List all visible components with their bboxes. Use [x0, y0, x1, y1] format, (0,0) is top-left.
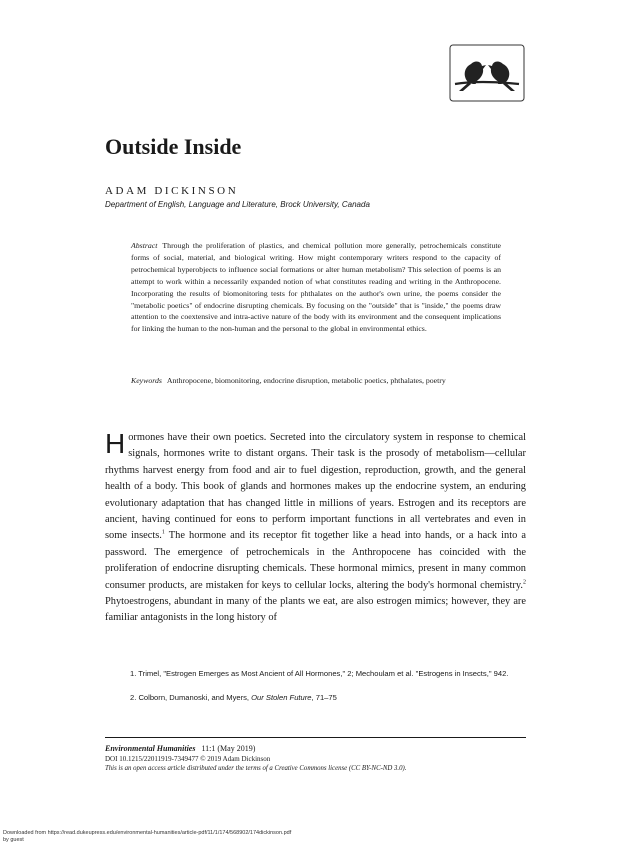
- two-birds-on-branch-icon: [449, 44, 525, 102]
- abstract: [131, 240, 501, 335]
- footer-divider: [105, 737, 526, 738]
- body-segment-1: ormones have their own poetics. Secreted into the circulatory system in response to chemical signals, hormones write to distant organs. Their task is the prosody of metabolism—cellular rhythms harvest energy from food and air to fuel digestion, reproduction, growth, and the general health of a body. This book of glands and hormones makes up the endocrine system, an enduring evolutionary adaptation that has changed little in millions of years. Estrogen and its receptors are ancient, having continued for eons to perform important functions in all vertebrates and even in some insects.: [105, 432, 526, 542]
- footnote-ref-2[interactable]: 2: [523, 579, 526, 586]
- license-line: This is an open access article distributed under the terms of a Creative Commons license (CC BY-NC-ND 3.0).: [105, 765, 407, 772]
- abstract-label: Abstract: [131, 241, 158, 250]
- footnote-ref-1[interactable]: 1: [161, 529, 165, 536]
- footnote-2-pre: 2. Colborn, Dumanoski, and Myers,: [130, 693, 252, 702]
- abstract-text: Through the proliferation of plastics, and chemical pollution more generally, petrochemicals constitute forms of social, material, and biological writing. How might contemporary writers respond to the capacity of petrochemical hyperobjects to influence social formations or alter human metabolism? This selection of poems is an attempt to work within a necessarily expanded notion of what constitutes reading and writing in the Anthropocene. Incorporating the results of biomonitoring tests for phthalates on the author's own urine, the poems consider the "metabolic poetics" of endocrine disrupting chemicals. By focusing on the "outside" that is "inside," the poems draw attention to the coextensive and intra-active nature of the body with its environment and the consequent implications for linking the human to the non-human and the personal to the global in environmental ethics.: [131, 241, 501, 334]
- doi-line[interactable]: DOI 10.1215/22011919-7349477 © 2019 Adam Dickinson: [105, 755, 271, 763]
- article-title: Outside Inside: [105, 134, 242, 159]
- author-affiliation: Department of English, Language and Literature, Brock University, Canada: [105, 200, 370, 209]
- drop-cap: H: [105, 428, 126, 459]
- journal-logo: [449, 44, 525, 102]
- journal-issue: 11:1 (May 2019): [201, 744, 256, 753]
- body-segment-3: Phytoestrogens, abundant in many of the plants we eat, are also estrogen mimics; however, they are familiar antagonists in the long history of: [105, 596, 526, 624]
- keywords-label: Keywords: [131, 376, 162, 385]
- author-name: ADAM DICKINSON: [105, 185, 239, 197]
- body-segment-2: The hormone and its receptor fit together like a head into hands, or a hack into a password. The emergence of petrochemicals in the Anthropocene has coincided with the proliferation of endocrine disrupting chemicals. These hormonal mimics, present in many common consumer products, are mistaken for keys to cellular locks, altering the body's hormonal chemistry.: [105, 530, 526, 591]
- download-note-guest: by guest: [3, 837, 24, 843]
- journal-name: Environmental Humanities: [105, 744, 196, 753]
- keywords: [131, 375, 501, 387]
- footnote-1: 1. Trimel, "Estrogen Emerges as Most Ancient of All Hormones," 2; Mechoulam et al. "Estrogens in Insects," 942.: [130, 669, 509, 678]
- download-note[interactable]: Downloaded from https://read.dukeupress.edu/environmental-humanities/article-pdf/11/1/174/568902/174dickinson.pdf: [3, 830, 292, 836]
- footnote-2-post: , 71–75: [311, 693, 337, 702]
- footnote-2: [105, 692, 526, 704]
- body-paragraph: [105, 430, 526, 627]
- keywords-text: Anthropocene, biomonitoring, endocrine disruption, metabolic poetics, phthalates, poetry: [166, 376, 446, 385]
- journal-citation: [105, 744, 255, 753]
- footnote-2-title: Our Stolen Future: [251, 693, 312, 702]
